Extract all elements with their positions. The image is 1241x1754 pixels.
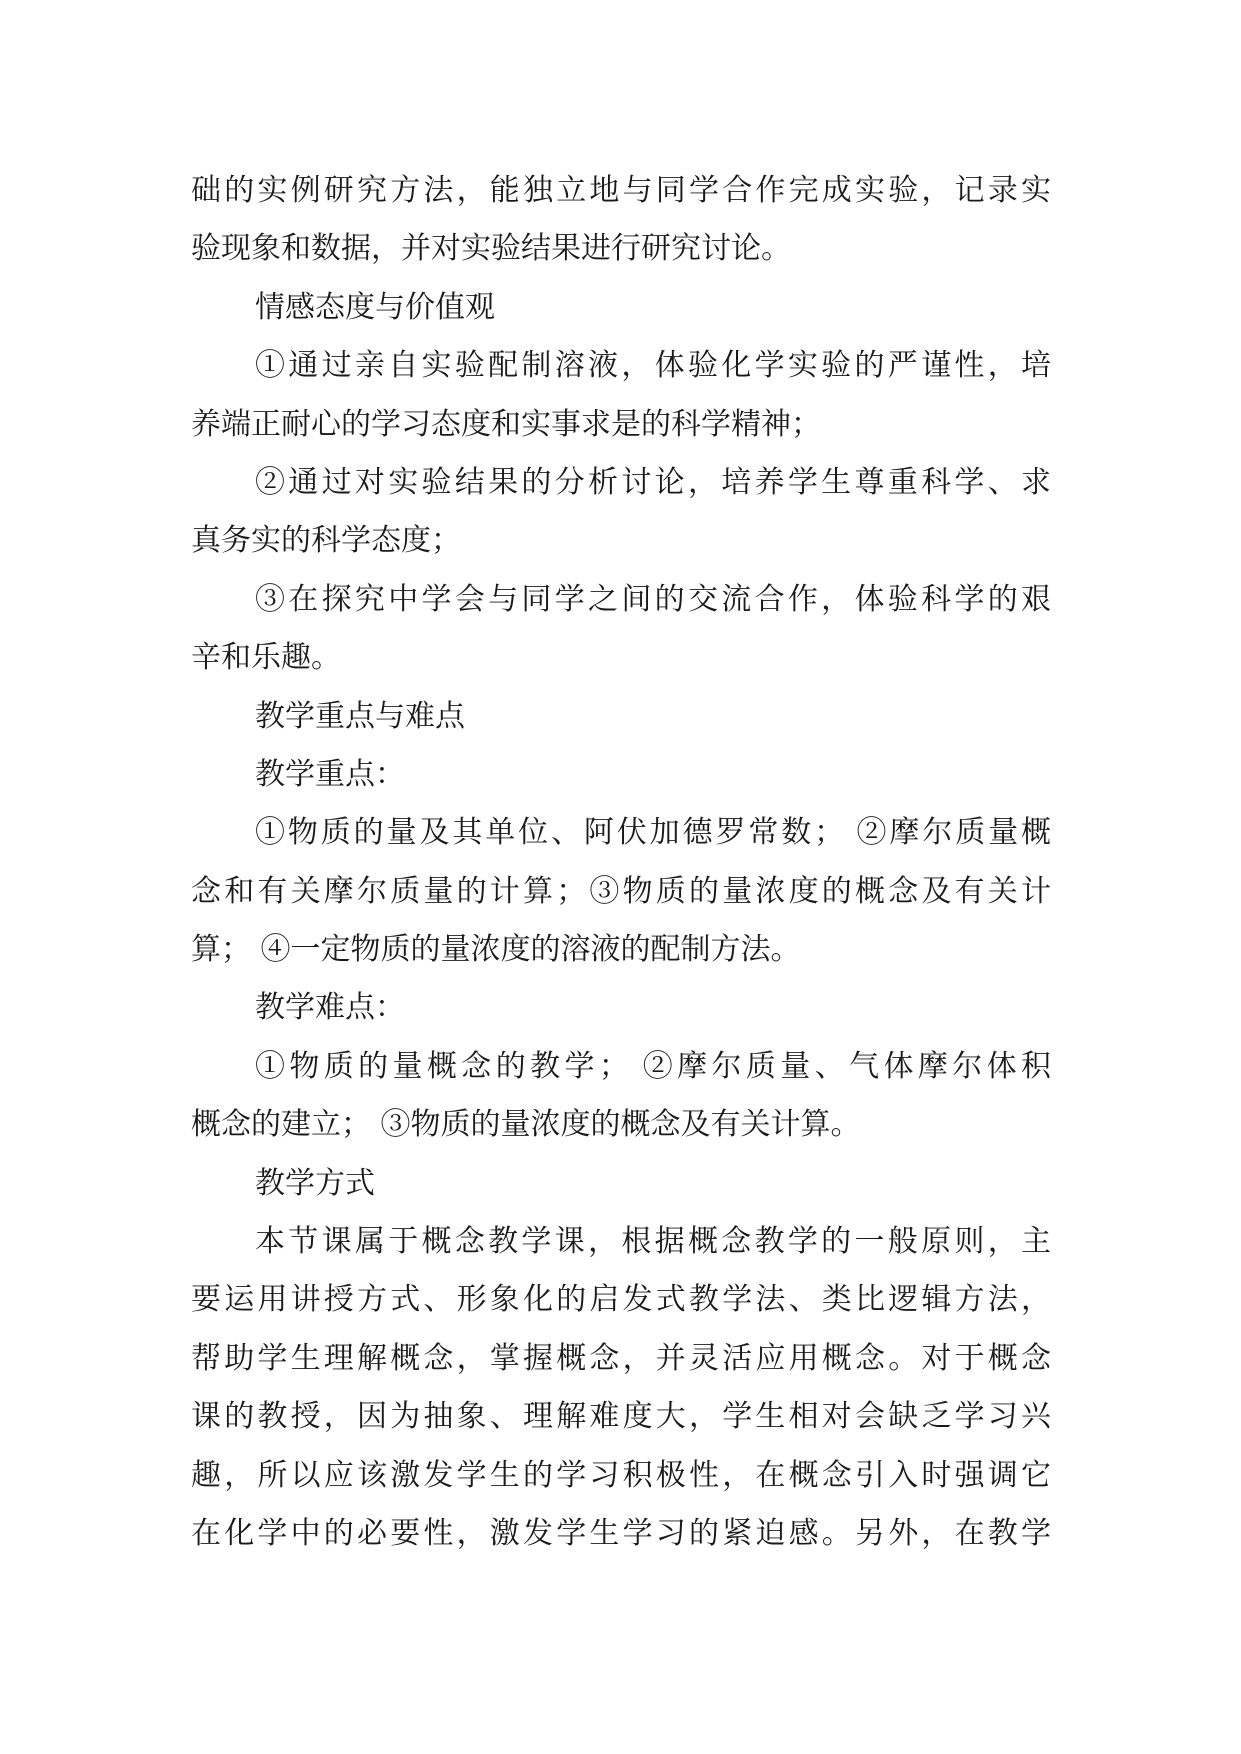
text-line: 养端正耐心的学习态度和实事求是的科学精神；	[191, 406, 821, 442]
text-line: ①物质的量概念的教学； ②摩尔质量、气体摩尔体积	[255, 1048, 1051, 1084]
text-line: 本节课属于概念教学课，根据概念教学的一般原则，主	[255, 1224, 1051, 1260]
text-line: 教学方式	[255, 1165, 375, 1201]
text-line: 教学重点：	[255, 756, 405, 792]
text-line: 课的教授，因为抽象、理解难度大，学生相对会缺乏学习兴	[191, 1399, 1051, 1435]
text-line: 在化学中的必要性，激发学生学习的紧迫感。另外，在教学	[191, 1515, 1051, 1551]
text-line: ②通过对实验结果的分析讨论，培养学生尊重科学、求	[255, 464, 1051, 500]
text-line: 验现象和数据，并对实验结果进行研究讨论。	[191, 231, 791, 267]
text-line: 情感态度与价值观	[255, 289, 495, 325]
text-line: 帮助学生理解概念，掌握概念，并灵活应用概念。对于概念	[191, 1340, 1051, 1376]
text-line: ①物质的量及其单位、阿伏加德罗常数； ②摩尔质量概	[255, 815, 1051, 851]
text-line: 础的实例研究方法，能独立地与同学合作完成实验，记录实	[191, 173, 1051, 208]
text-line: 趣，所以应该激发学生的学习积极性，在概念引入时强调它	[191, 1457, 1051, 1493]
text-line: 教学重点与难点	[255, 698, 465, 734]
text-line: ①通过亲自实验配制溶液，体验化学实验的严谨性，培	[255, 348, 1051, 384]
text-line: 教学难点：	[255, 990, 405, 1026]
text-line: 算； ④一定物质的量浓度的溶液的配制方法。	[191, 932, 801, 968]
text-line: 概念的建立； ③物质的量浓度的概念及有关计算。	[191, 1107, 861, 1143]
text-line: 要运用讲授方式、形象化的启发式教学法、类比逻辑方法，	[191, 1282, 1051, 1318]
text-line: 念和有关摩尔质量的计算；③物质的量浓度的概念及有关计	[191, 873, 1051, 909]
text-line: 辛和乐趣。	[191, 640, 341, 676]
text-line: 真务实的科学态度；	[191, 523, 461, 559]
text-line: ③在探究中学会与同学之间的交流合作，体验科学的艰	[255, 581, 1051, 617]
document-body	[191, 162, 1051, 1563]
